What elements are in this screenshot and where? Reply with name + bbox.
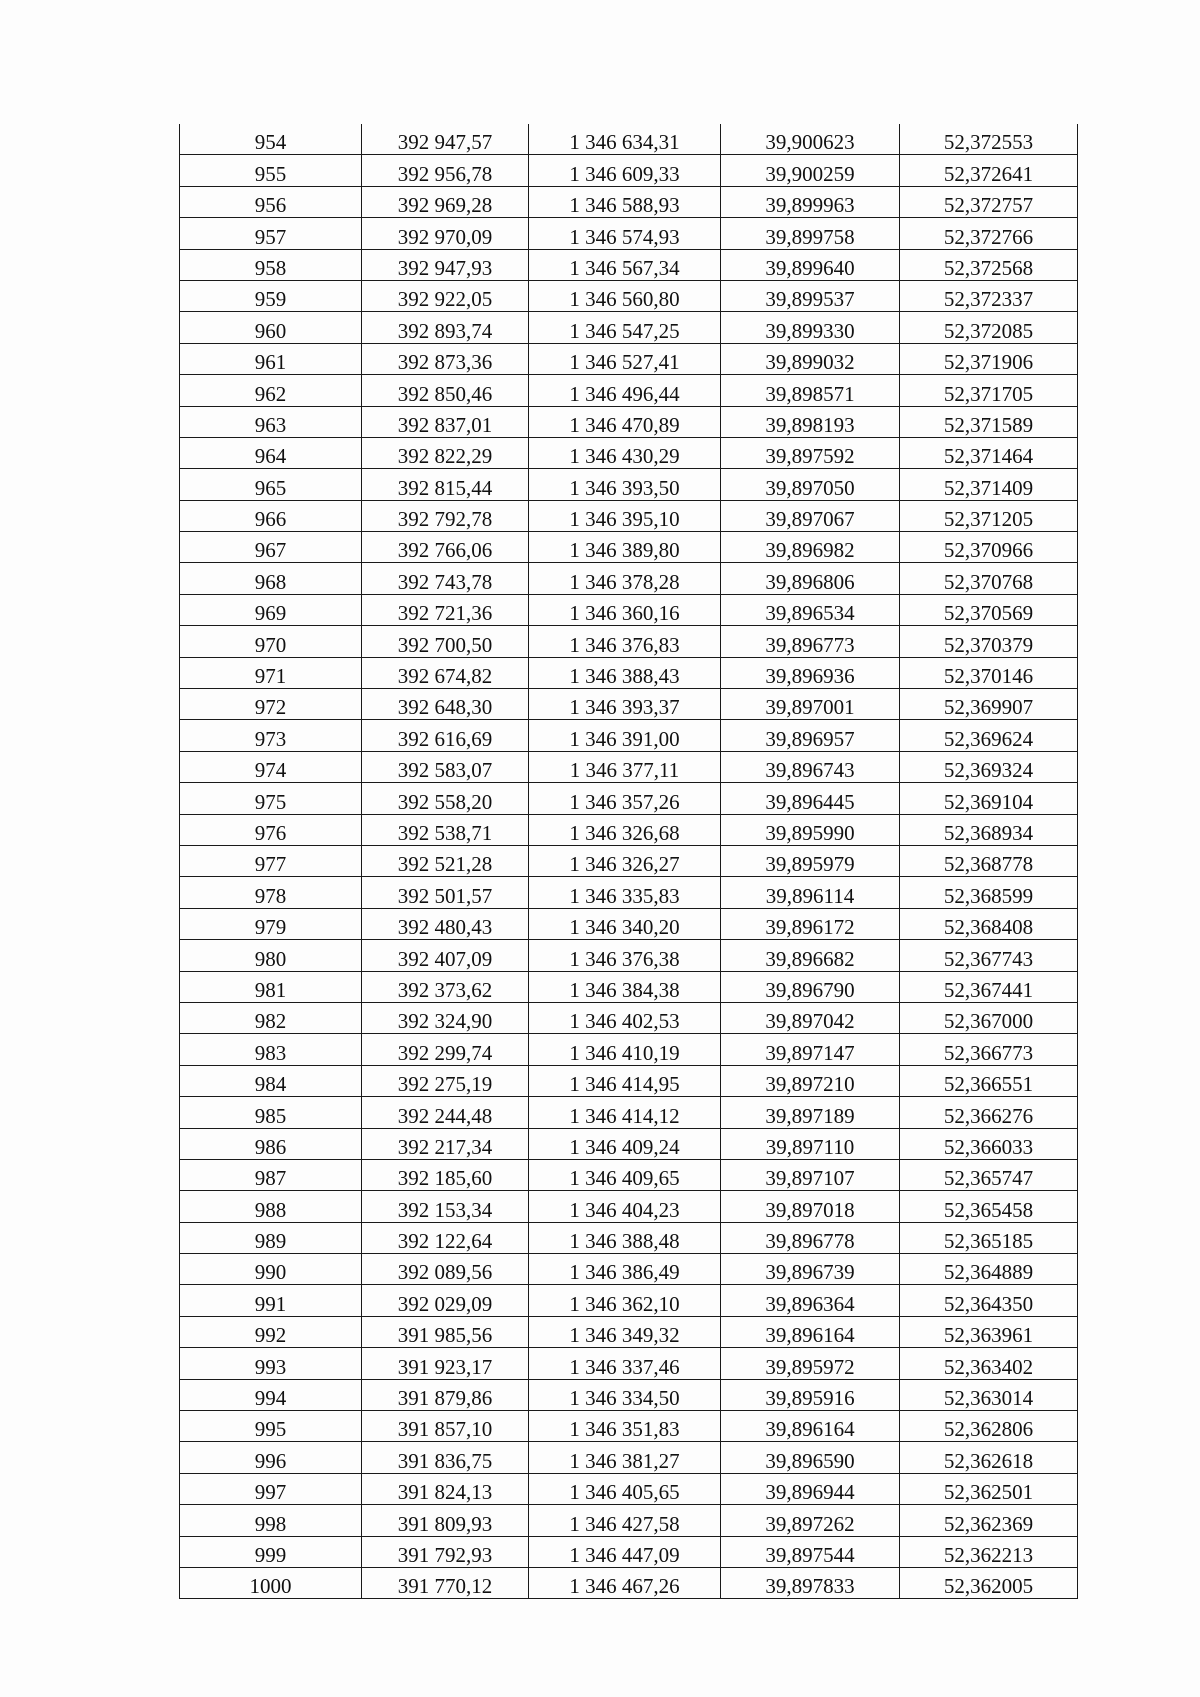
x-coordinate-cell: 392 299,74 [362,1034,529,1065]
table-row [180,1191,1078,1222]
table-row [180,1159,1078,1190]
y-coordinate-cell: 1 346 609,33 [529,155,721,186]
table-row [180,783,1078,814]
latitude-cell: 52,371409 [900,469,1078,500]
x-coordinate-cell: 392 922,05 [362,280,529,311]
table-row [180,1034,1078,1065]
y-coordinate-cell: 1 346 360,16 [529,594,721,625]
longitude-cell: 39,899758 [721,218,900,249]
table-row [180,343,1078,374]
x-coordinate-cell: 392 521,28 [362,845,529,876]
point-number-cell: 980 [180,940,362,971]
table-row [180,280,1078,311]
x-coordinate-cell: 392 480,43 [362,908,529,939]
y-coordinate-cell: 1 346 334,50 [529,1379,721,1410]
latitude-cell: 52,367441 [900,971,1078,1002]
longitude-cell: 39,897262 [721,1505,900,1536]
longitude-cell: 39,895916 [721,1379,900,1410]
x-coordinate-cell: 392 501,57 [362,877,529,908]
table-row [180,1411,1078,1442]
point-number-cell: 997 [180,1473,362,1504]
y-coordinate-cell: 1 346 430,29 [529,437,721,468]
longitude-cell: 39,897042 [721,1002,900,1033]
longitude-cell: 39,896982 [721,532,900,563]
table-row [180,1128,1078,1159]
longitude-cell: 39,896172 [721,908,900,939]
table-row [180,437,1078,468]
latitude-cell: 52,371464 [900,437,1078,468]
x-coordinate-cell: 392 185,60 [362,1159,529,1190]
table-row [180,563,1078,594]
x-coordinate-cell: 392 947,57 [362,124,529,155]
point-number-cell: 978 [180,877,362,908]
point-number-cell: 981 [180,971,362,1002]
x-coordinate-cell: 392 674,82 [362,657,529,688]
y-coordinate-cell: 1 346 467,26 [529,1567,721,1598]
point-number-cell: 964 [180,437,362,468]
longitude-cell: 39,900623 [721,124,900,155]
x-coordinate-cell: 392 089,56 [362,1254,529,1285]
latitude-cell: 52,372641 [900,155,1078,186]
latitude-cell: 52,371906 [900,343,1078,374]
x-coordinate-cell: 392 822,29 [362,437,529,468]
y-coordinate-cell: 1 346 340,20 [529,908,721,939]
y-coordinate-cell: 1 346 351,83 [529,1411,721,1442]
y-coordinate-cell: 1 346 560,80 [529,280,721,311]
y-coordinate-cell: 1 346 409,65 [529,1159,721,1190]
longitude-cell: 39,899963 [721,186,900,217]
x-coordinate-cell: 392 850,46 [362,375,529,406]
y-coordinate-cell: 1 346 547,25 [529,312,721,343]
x-coordinate-cell: 391 857,10 [362,1411,529,1442]
latitude-cell: 52,371205 [900,500,1078,531]
longitude-cell: 39,895972 [721,1348,900,1379]
point-number-cell: 990 [180,1254,362,1285]
x-coordinate-cell: 391 923,17 [362,1348,529,1379]
table-row [180,1442,1078,1473]
point-number-cell: 968 [180,563,362,594]
latitude-cell: 52,371589 [900,406,1078,437]
x-coordinate-cell: 392 122,64 [362,1222,529,1253]
y-coordinate-cell: 1 346 410,19 [529,1034,721,1065]
latitude-cell: 52,365747 [900,1159,1078,1190]
latitude-cell: 52,367743 [900,940,1078,971]
longitude-cell: 39,896445 [721,783,900,814]
longitude-cell: 39,896957 [721,720,900,751]
point-number-cell: 961 [180,343,362,374]
point-number-cell: 985 [180,1097,362,1128]
longitude-cell: 39,896114 [721,877,900,908]
latitude-cell: 52,372085 [900,312,1078,343]
table-row [180,594,1078,625]
longitude-cell: 39,896936 [721,657,900,688]
longitude-cell: 39,896164 [721,1411,900,1442]
table-row [180,1285,1078,1316]
table-row [180,1316,1078,1347]
table-row [180,689,1078,720]
point-number-cell: 967 [180,532,362,563]
x-coordinate-cell: 392 153,34 [362,1191,529,1222]
longitude-cell: 39,896773 [721,626,900,657]
y-coordinate-cell: 1 346 376,83 [529,626,721,657]
x-coordinate-cell: 392 721,36 [362,594,529,625]
y-coordinate-cell: 1 346 388,43 [529,657,721,688]
longitude-cell: 39,899032 [721,343,900,374]
latitude-cell: 52,370569 [900,594,1078,625]
table-row [180,406,1078,437]
longitude-cell: 39,897067 [721,500,900,531]
point-number-cell: 996 [180,1442,362,1473]
longitude-cell: 39,896739 [721,1254,900,1285]
longitude-cell: 39,896790 [721,971,900,1002]
y-coordinate-cell: 1 346 378,28 [529,563,721,594]
x-coordinate-cell: 392 275,19 [362,1065,529,1096]
x-coordinate-cell: 391 879,86 [362,1379,529,1410]
longitude-cell: 39,897210 [721,1065,900,1096]
y-coordinate-cell: 1 346 388,48 [529,1222,721,1253]
table-row [180,1002,1078,1033]
table-row [180,375,1078,406]
table-row [180,218,1078,249]
longitude-cell: 39,897107 [721,1159,900,1190]
table-row [180,1065,1078,1096]
x-coordinate-cell: 392 743,78 [362,563,529,594]
y-coordinate-cell: 1 346 386,49 [529,1254,721,1285]
longitude-cell: 39,897544 [721,1536,900,1567]
latitude-cell: 52,362501 [900,1473,1078,1504]
y-coordinate-cell: 1 346 349,32 [529,1316,721,1347]
point-number-cell: 986 [180,1128,362,1159]
y-coordinate-cell: 1 346 357,26 [529,783,721,814]
table-row [180,908,1078,939]
longitude-cell: 39,897018 [721,1191,900,1222]
table-row [180,845,1078,876]
table-row [180,1536,1078,1567]
point-number-cell: 974 [180,751,362,782]
longitude-cell: 39,896164 [721,1316,900,1347]
latitude-cell: 52,366773 [900,1034,1078,1065]
longitude-cell: 39,895979 [721,845,900,876]
latitude-cell: 52,362618 [900,1442,1078,1473]
table-row [180,814,1078,845]
point-number-cell: 993 [180,1348,362,1379]
point-number-cell: 982 [180,1002,362,1033]
table-row [180,469,1078,500]
latitude-cell: 52,370379 [900,626,1078,657]
y-coordinate-cell: 1 346 447,09 [529,1536,721,1567]
latitude-cell: 52,365185 [900,1222,1078,1253]
latitude-cell: 52,368778 [900,845,1078,876]
point-number-cell: 969 [180,594,362,625]
point-number-cell: 963 [180,406,362,437]
latitude-cell: 52,366276 [900,1097,1078,1128]
longitude-cell: 39,899537 [721,280,900,311]
longitude-cell: 39,897001 [721,689,900,720]
x-coordinate-cell: 392 373,62 [362,971,529,1002]
latitude-cell: 52,369907 [900,689,1078,720]
y-coordinate-cell: 1 346 414,95 [529,1065,721,1096]
point-number-cell: 976 [180,814,362,845]
longitude-cell: 39,896364 [721,1285,900,1316]
x-coordinate-cell: 392 324,90 [362,1002,529,1033]
longitude-cell: 39,897110 [721,1128,900,1159]
point-number-cell: 998 [180,1505,362,1536]
x-coordinate-cell: 392 616,69 [362,720,529,751]
x-coordinate-cell: 392 837,01 [362,406,529,437]
latitude-cell: 52,362005 [900,1567,1078,1598]
table-row [180,124,1078,155]
latitude-cell: 52,368934 [900,814,1078,845]
longitude-cell: 39,895990 [721,814,900,845]
y-coordinate-cell: 1 346 381,27 [529,1442,721,1473]
table-row [180,940,1078,971]
longitude-cell: 39,896534 [721,594,900,625]
x-coordinate-cell: 391 836,75 [362,1442,529,1473]
table-row [180,626,1078,657]
longitude-cell: 39,896806 [721,563,900,594]
point-number-cell: 992 [180,1316,362,1347]
y-coordinate-cell: 1 346 391,00 [529,720,721,751]
point-number-cell: 988 [180,1191,362,1222]
y-coordinate-cell: 1 346 337,46 [529,1348,721,1379]
latitude-cell: 52,366551 [900,1065,1078,1096]
x-coordinate-cell: 392 538,71 [362,814,529,845]
point-number-cell: 979 [180,908,362,939]
latitude-cell: 52,366033 [900,1128,1078,1159]
x-coordinate-cell: 391 792,93 [362,1536,529,1567]
point-number-cell: 984 [180,1065,362,1096]
latitude-cell: 52,369104 [900,783,1078,814]
latitude-cell: 52,370768 [900,563,1078,594]
longitude-cell: 39,897050 [721,469,900,500]
coordinates-table [179,124,1078,1599]
table-row [180,500,1078,531]
longitude-cell: 39,896743 [721,751,900,782]
point-number-cell: 977 [180,845,362,876]
y-coordinate-cell: 1 346 376,38 [529,940,721,971]
latitude-cell: 52,369624 [900,720,1078,751]
latitude-cell: 52,372568 [900,249,1078,280]
x-coordinate-cell: 392 792,78 [362,500,529,531]
x-coordinate-cell: 392 947,93 [362,249,529,280]
x-coordinate-cell: 391 824,13 [362,1473,529,1504]
x-coordinate-cell: 392 558,20 [362,783,529,814]
point-number-cell: 965 [180,469,362,500]
y-coordinate-cell: 1 346 395,10 [529,500,721,531]
point-number-cell: 959 [180,280,362,311]
table-row [180,657,1078,688]
y-coordinate-cell: 1 346 414,12 [529,1097,721,1128]
x-coordinate-cell: 392 873,36 [362,343,529,374]
x-coordinate-cell: 392 956,78 [362,155,529,186]
table-row [180,1379,1078,1410]
longitude-cell: 39,896590 [721,1442,900,1473]
y-coordinate-cell: 1 346 393,37 [529,689,721,720]
latitude-cell: 52,363014 [900,1379,1078,1410]
table-row [180,186,1078,217]
y-coordinate-cell: 1 346 496,44 [529,375,721,406]
table-row [180,971,1078,1002]
latitude-cell: 52,364889 [900,1254,1078,1285]
x-coordinate-cell: 392 815,44 [362,469,529,500]
longitude-cell: 39,896778 [721,1222,900,1253]
table-row [180,720,1078,751]
longitude-cell: 39,897147 [721,1034,900,1065]
point-number-cell: 962 [180,375,362,406]
longitude-cell: 39,897189 [721,1097,900,1128]
y-coordinate-cell: 1 346 427,58 [529,1505,721,1536]
x-coordinate-cell: 392 029,09 [362,1285,529,1316]
point-number-cell: 975 [180,783,362,814]
x-coordinate-cell: 392 407,09 [362,940,529,971]
latitude-cell: 52,369324 [900,751,1078,782]
point-number-cell: 973 [180,720,362,751]
y-coordinate-cell: 1 346 409,24 [529,1128,721,1159]
latitude-cell: 52,372757 [900,186,1078,217]
y-coordinate-cell: 1 346 326,27 [529,845,721,876]
table-row [180,1473,1078,1504]
latitude-cell: 52,362213 [900,1536,1078,1567]
latitude-cell: 52,370966 [900,532,1078,563]
longitude-cell: 39,899640 [721,249,900,280]
table-row [180,155,1078,186]
point-number-cell: 994 [180,1379,362,1410]
x-coordinate-cell: 392 970,09 [362,218,529,249]
x-coordinate-cell: 391 770,12 [362,1567,529,1598]
x-coordinate-cell: 392 969,28 [362,186,529,217]
point-number-cell: 960 [180,312,362,343]
x-coordinate-cell: 392 244,48 [362,1097,529,1128]
point-number-cell: 971 [180,657,362,688]
table-row [180,751,1078,782]
table-row [180,1222,1078,1253]
point-number-cell: 957 [180,218,362,249]
y-coordinate-cell: 1 346 567,34 [529,249,721,280]
latitude-cell: 52,367000 [900,1002,1078,1033]
y-coordinate-cell: 1 346 384,38 [529,971,721,1002]
y-coordinate-cell: 1 346 574,93 [529,218,721,249]
longitude-cell: 39,898193 [721,406,900,437]
longitude-cell: 39,896944 [721,1473,900,1504]
table-row [180,1567,1078,1598]
latitude-cell: 52,365458 [900,1191,1078,1222]
table-row [180,532,1078,563]
x-coordinate-cell: 392 766,06 [362,532,529,563]
y-coordinate-cell: 1 346 335,83 [529,877,721,908]
x-coordinate-cell: 392 217,34 [362,1128,529,1159]
x-coordinate-cell: 392 700,50 [362,626,529,657]
x-coordinate-cell: 391 809,93 [362,1505,529,1536]
latitude-cell: 52,368599 [900,877,1078,908]
longitude-cell: 39,897833 [721,1567,900,1598]
point-number-cell: 970 [180,626,362,657]
point-number-cell: 955 [180,155,362,186]
point-number-cell: 966 [180,500,362,531]
latitude-cell: 52,368408 [900,908,1078,939]
longitude-cell: 39,898571 [721,375,900,406]
point-number-cell: 991 [180,1285,362,1316]
table-row [180,877,1078,908]
y-coordinate-cell: 1 346 405,65 [529,1473,721,1504]
x-coordinate-cell: 392 583,07 [362,751,529,782]
y-coordinate-cell: 1 346 393,50 [529,469,721,500]
latitude-cell: 52,363402 [900,1348,1078,1379]
longitude-cell: 39,899330 [721,312,900,343]
table-row [180,1348,1078,1379]
latitude-cell: 52,363961 [900,1316,1078,1347]
point-number-cell: 972 [180,689,362,720]
longitude-cell: 39,896682 [721,940,900,971]
y-coordinate-cell: 1 346 470,89 [529,406,721,437]
table-row [180,1097,1078,1128]
point-number-cell: 1000 [180,1567,362,1598]
latitude-cell: 52,372766 [900,218,1078,249]
latitude-cell: 52,362369 [900,1505,1078,1536]
y-coordinate-cell: 1 346 634,31 [529,124,721,155]
y-coordinate-cell: 1 346 588,93 [529,186,721,217]
x-coordinate-cell: 392 893,74 [362,312,529,343]
point-number-cell: 989 [180,1222,362,1253]
table-row [180,1505,1078,1536]
table-row [180,249,1078,280]
point-number-cell: 995 [180,1411,362,1442]
point-number-cell: 983 [180,1034,362,1065]
latitude-cell: 52,372337 [900,280,1078,311]
y-coordinate-cell: 1 346 362,10 [529,1285,721,1316]
point-number-cell: 956 [180,186,362,217]
latitude-cell: 52,362806 [900,1411,1078,1442]
coordinates-table-body [180,124,1078,1599]
point-number-cell: 958 [180,249,362,280]
y-coordinate-cell: 1 346 404,23 [529,1191,721,1222]
point-number-cell: 987 [180,1159,362,1190]
point-number-cell: 999 [180,1536,362,1567]
point-number-cell: 954 [180,124,362,155]
x-coordinate-cell: 392 648,30 [362,689,529,720]
y-coordinate-cell: 1 346 402,53 [529,1002,721,1033]
latitude-cell: 52,371705 [900,375,1078,406]
y-coordinate-cell: 1 346 389,80 [529,532,721,563]
table-row [180,1254,1078,1285]
latitude-cell: 52,372553 [900,124,1078,155]
x-coordinate-cell: 391 985,56 [362,1316,529,1347]
table-row [180,312,1078,343]
y-coordinate-cell: 1 346 326,68 [529,814,721,845]
longitude-cell: 39,897592 [721,437,900,468]
y-coordinate-cell: 1 346 377,11 [529,751,721,782]
longitude-cell: 39,900259 [721,155,900,186]
latitude-cell: 52,370146 [900,657,1078,688]
latitude-cell: 52,364350 [900,1285,1078,1316]
y-coordinate-cell: 1 346 527,41 [529,343,721,374]
